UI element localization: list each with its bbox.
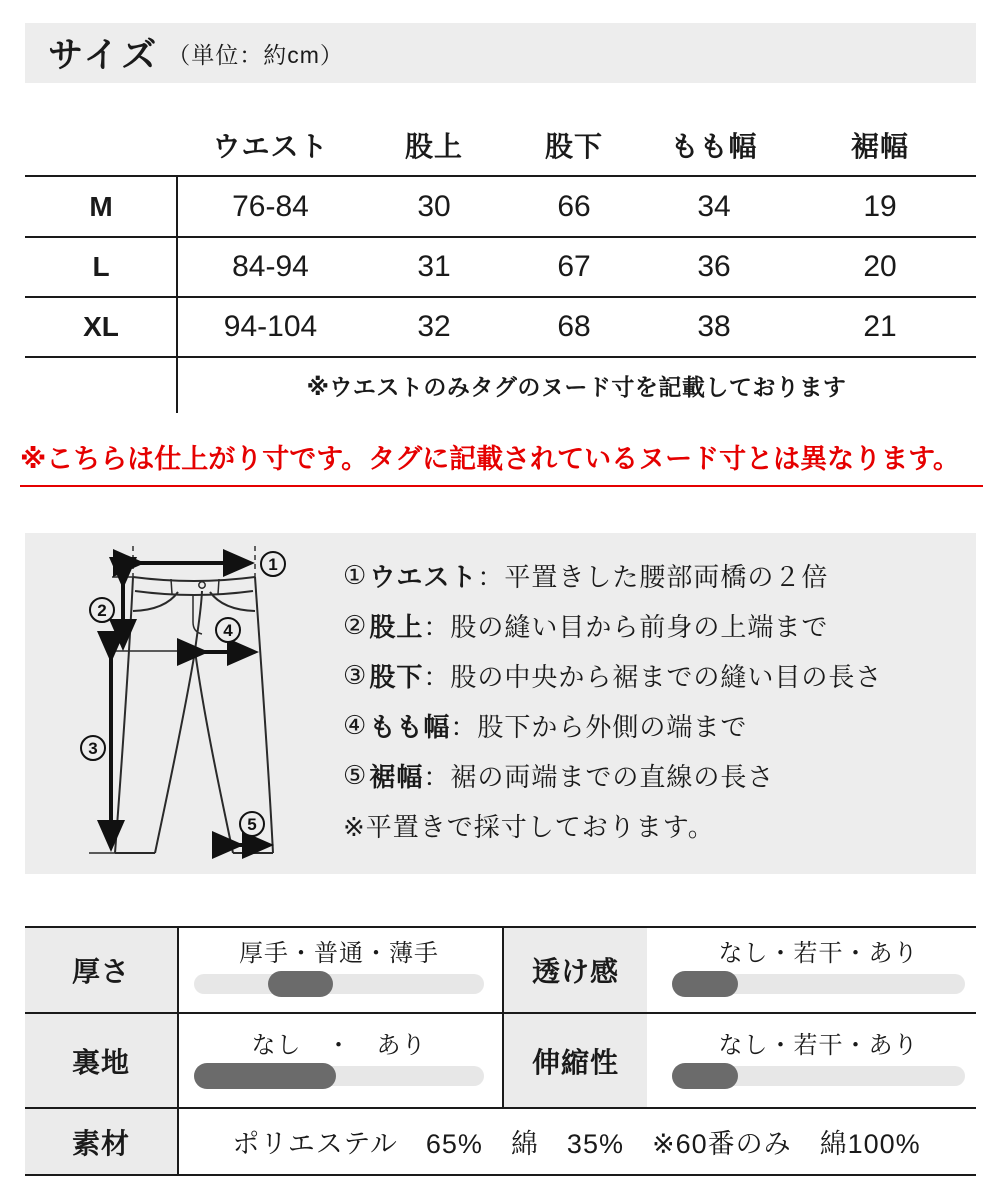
col-hem: 裾幅 [850,131,909,162]
table-border [25,1012,976,1014]
stretch-rating [672,1031,965,1086]
material-label: 素材 [71,1127,130,1159]
circled-number: ③ [343,659,368,690]
finished-size-warning: ※こちらは仕上がり寸です。タグに記載されているヌード寸とは異なります。 [20,437,983,487]
svg-text:1: 1 [268,555,278,574]
svg-text:4: 4 [223,621,233,640]
stretch-scale: なし・若干・あり [718,1032,919,1059]
circled-number: ⑤ [343,759,368,790]
measure-definitions [343,550,882,850]
size-name: M [89,190,113,222]
col-inseam: 股下 [544,131,603,162]
rating-track [194,974,484,994]
thickness-rating [194,939,484,994]
marker-4-thigh [216,618,240,642]
unit-label: （単位：約cm） [167,41,344,68]
col-rise: 股上 [404,131,463,162]
svg-text:3: 3 [88,739,98,758]
size-cell: 94-104 [223,309,318,343]
size-table-note: ※ウエストのみタグのヌード寸を記載しております [306,373,847,400]
marker-1-waist [261,552,285,576]
size-row-m [25,177,976,236]
rating-thumb [194,1063,336,1089]
pants-measure-diagram [25,533,345,874]
definition-hem: ⑤ 裾幅 ： 裾の両端までの直線の長さ [343,759,775,792]
table-border [25,1107,976,1109]
size-cell: 34 [697,189,731,223]
table-border [25,296,976,298]
size-name: XL [83,310,119,342]
size-name: L [92,250,110,282]
marker-3-inseam [81,736,105,760]
rating-thumb [672,971,738,997]
size-cell: 67 [557,249,591,283]
rating-thumb [268,971,333,997]
marker-5-hem [240,812,264,836]
size-row-xl [25,297,976,356]
marker-2-rise [90,598,114,622]
thickness-scale: 厚手・普通・薄手 [239,940,439,967]
svg-text:5: 5 [247,815,257,834]
sheerness-scale: なし・若干・あり [718,940,919,967]
table-border [502,926,504,1109]
svg-text:2: 2 [97,601,107,620]
size-cell: 32 [417,309,451,343]
measuring-guide-section [25,533,976,874]
definition-inseam: ③ 股下 ： 股の中央から裾までの縫い目の長さ [343,659,883,692]
size-row-l [25,237,976,296]
table-border [25,175,976,177]
material-text: ポリエステル 65% 綿 35% ※60番のみ 綿100% [232,1129,921,1159]
rating-track [194,1066,484,1086]
definition-waist: ① ウエスト ： 平置きした腰部両橋の２倍 [343,559,829,592]
table-border [25,356,976,358]
size-cell: 66 [557,189,591,223]
sheerness-rating [672,939,965,994]
circled-number: ① [343,559,368,590]
title-bar [25,23,976,83]
size-cell: 38 [697,309,731,343]
definition-rise: ② 股上 ： 股の縫い目から前身の上端まで [343,609,829,642]
lining-scale: なし ・ あり [251,1032,427,1059]
size-cell: 20 [863,249,897,283]
rating-thumb [672,1063,738,1089]
size-cell: 21 [863,309,897,343]
circled-number: ④ [343,709,368,740]
sheerness-label: 透け感 [531,956,619,987]
page-title: サイズ [48,36,160,75]
size-cell: 36 [697,249,731,283]
spec-table [25,926,976,1176]
rating-track [672,1066,965,1086]
lining-label: 裏地 [71,1046,130,1078]
size-cell: 31 [417,249,451,283]
table-border [25,236,976,238]
rating-track [672,974,965,994]
circled-number: ② [343,609,368,640]
size-table-header [25,115,976,175]
table-border [25,926,976,928]
size-cell: 84-94 [232,249,309,283]
stretch-label: 伸縮性 [531,1046,619,1078]
size-cell: 19 [863,189,897,223]
col-waist: ウエスト [212,131,329,162]
size-cell: 76-84 [232,189,309,223]
definition-thigh: ④ もも幅 ： 股下から外側の端まで [343,709,748,742]
size-cell: 30 [417,189,451,223]
lining-rating [194,1031,484,1086]
size-cell: 68 [557,309,591,343]
col-thigh: もも幅 [670,131,758,162]
table-border [25,1174,976,1176]
thickness-label: 厚さ [71,956,130,987]
table-border [176,175,178,413]
flat-measure-note: ※平置きで採寸しております。 [343,811,715,842]
table-border [177,926,179,1176]
